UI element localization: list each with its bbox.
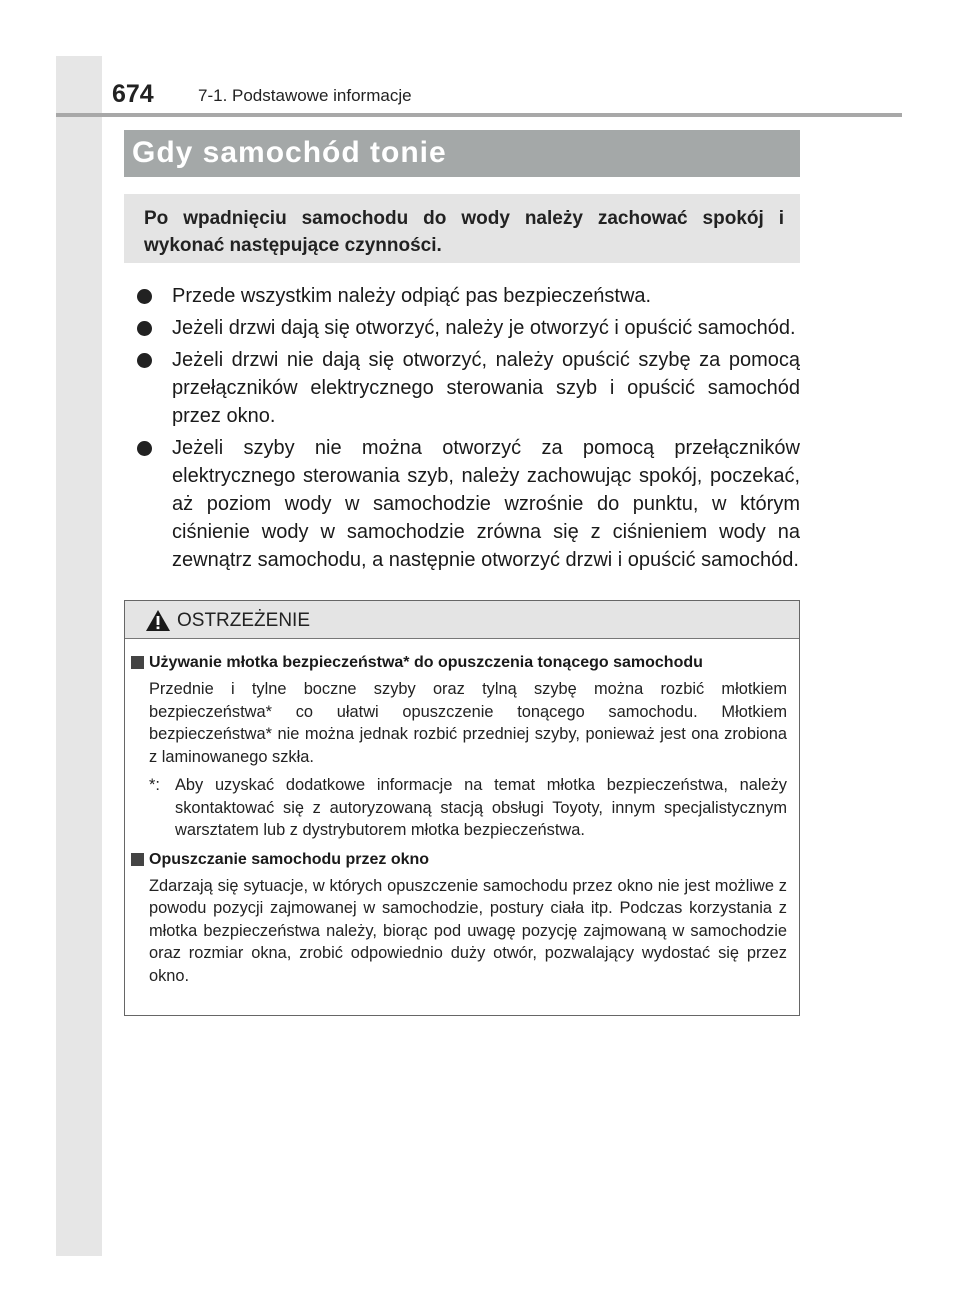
warning-subheading [131, 850, 787, 870]
warning-paragraph: Przednie i tylne boczne szyby oraz tylną szybę można rozbić młotkiem bezpieczeństwa* co ułatwi opuszczenie tonącego samochodu. Młotkiem bezpieczeństwa* nie można jednak rozbić przedniej szyby, ponieważ jest ona zrobiona z laminowanego szkła. [149, 680, 787, 766]
list-item-text: Przede wszystkim należy odpiąć pas bezpieczeństwa. [172, 285, 652, 307]
bullet-dot-icon [137, 321, 152, 336]
bullet-dot-icon [137, 289, 152, 304]
bullet-dot-icon [137, 441, 152, 456]
square-bullet-icon [131, 656, 144, 669]
list-item [132, 346, 800, 430]
warning-subheading-text: Opuszczanie samochodu przez okno [149, 850, 430, 868]
warning-body [131, 653, 787, 987]
page-header [102, 74, 902, 114]
list-item [132, 434, 800, 574]
side-strip [56, 56, 102, 1256]
list-item-text: Jeżeli drzwi dają się otworzyć, należy je otworzyć i opuścić samochód. [172, 317, 796, 339]
warning-subheading [131, 653, 787, 673]
footnote-text: Aby uzyskać dodatkowe informacje na temat młotka bezpieczeństwa, należy skontaktować się z autoryzowaną stacją obsługi Toyoty, innym specjalistycznym warsztatem lub z dystrybutorem młotka bezpieczeństwa. [175, 776, 787, 839]
bullet-dot-icon [137, 353, 152, 368]
intro-text: Po wpadnięciu samochodu do wody należy zachować spokój i wykonać następujące czynności. [144, 208, 784, 256]
warning-paragraph: Zdarzają się sytuacje, w których opuszczenie samochodu przez okno nie jest możliwe z powodu pozycji zajmowanej w samochodzie, postury ciała itp. Podczas korzystania z młotka bezpieczeństwa należy, biorąc pod uwagę pozycję zajmowaną w samochodzie oraz rozmiar okna, zrobić odpowiednio duży otwór, pozwalający wydostać się przez okno. [149, 876, 787, 985]
footnote [131, 774, 787, 842]
list-item [132, 282, 800, 310]
warning-box [124, 600, 800, 1016]
page-number: 674 [112, 80, 154, 108]
chapter-title: 7-1. Podstawowe informacje [198, 86, 412, 105]
warning-subheading-text: Używanie młotka bezpieczeństwa* do opuszczenia tonącego samochodu [149, 654, 703, 671]
square-bullet-icon [131, 853, 144, 866]
section-title: Gdy samochód tonie [132, 136, 447, 169]
footnote-mark: *: [149, 776, 160, 794]
list-item-text: Jeżeli szyby nie można otworzyć za pomocą przełączników elektrycznego sterowania szyb, należy zachowując spokój, poczekać, aż poziom wody w samochodzie wzrośnie do punktu, w którym ciśnienie wody w samochodzie zrówna się z ciśnieniem wody na zewnątrz samochodu, a następnie otworzyć drzwi i opuścić samochód. [172, 437, 800, 571]
list-item [132, 314, 800, 342]
section-title-bar [124, 130, 800, 177]
warning-label: OSTRZEŻENIE [177, 610, 311, 631]
warning-triangle-icon [145, 609, 171, 632]
warning-header [125, 601, 799, 639]
bullet-list [132, 282, 800, 578]
list-item-text: Jeżeli drzwi nie dają się otworzyć, należy opuścić szybę za pomocą przełączników elektrycznego sterowania szyb i opuścić samochód przez okno. [172, 349, 800, 427]
intro-box [124, 194, 800, 263]
header-divider [56, 113, 902, 117]
